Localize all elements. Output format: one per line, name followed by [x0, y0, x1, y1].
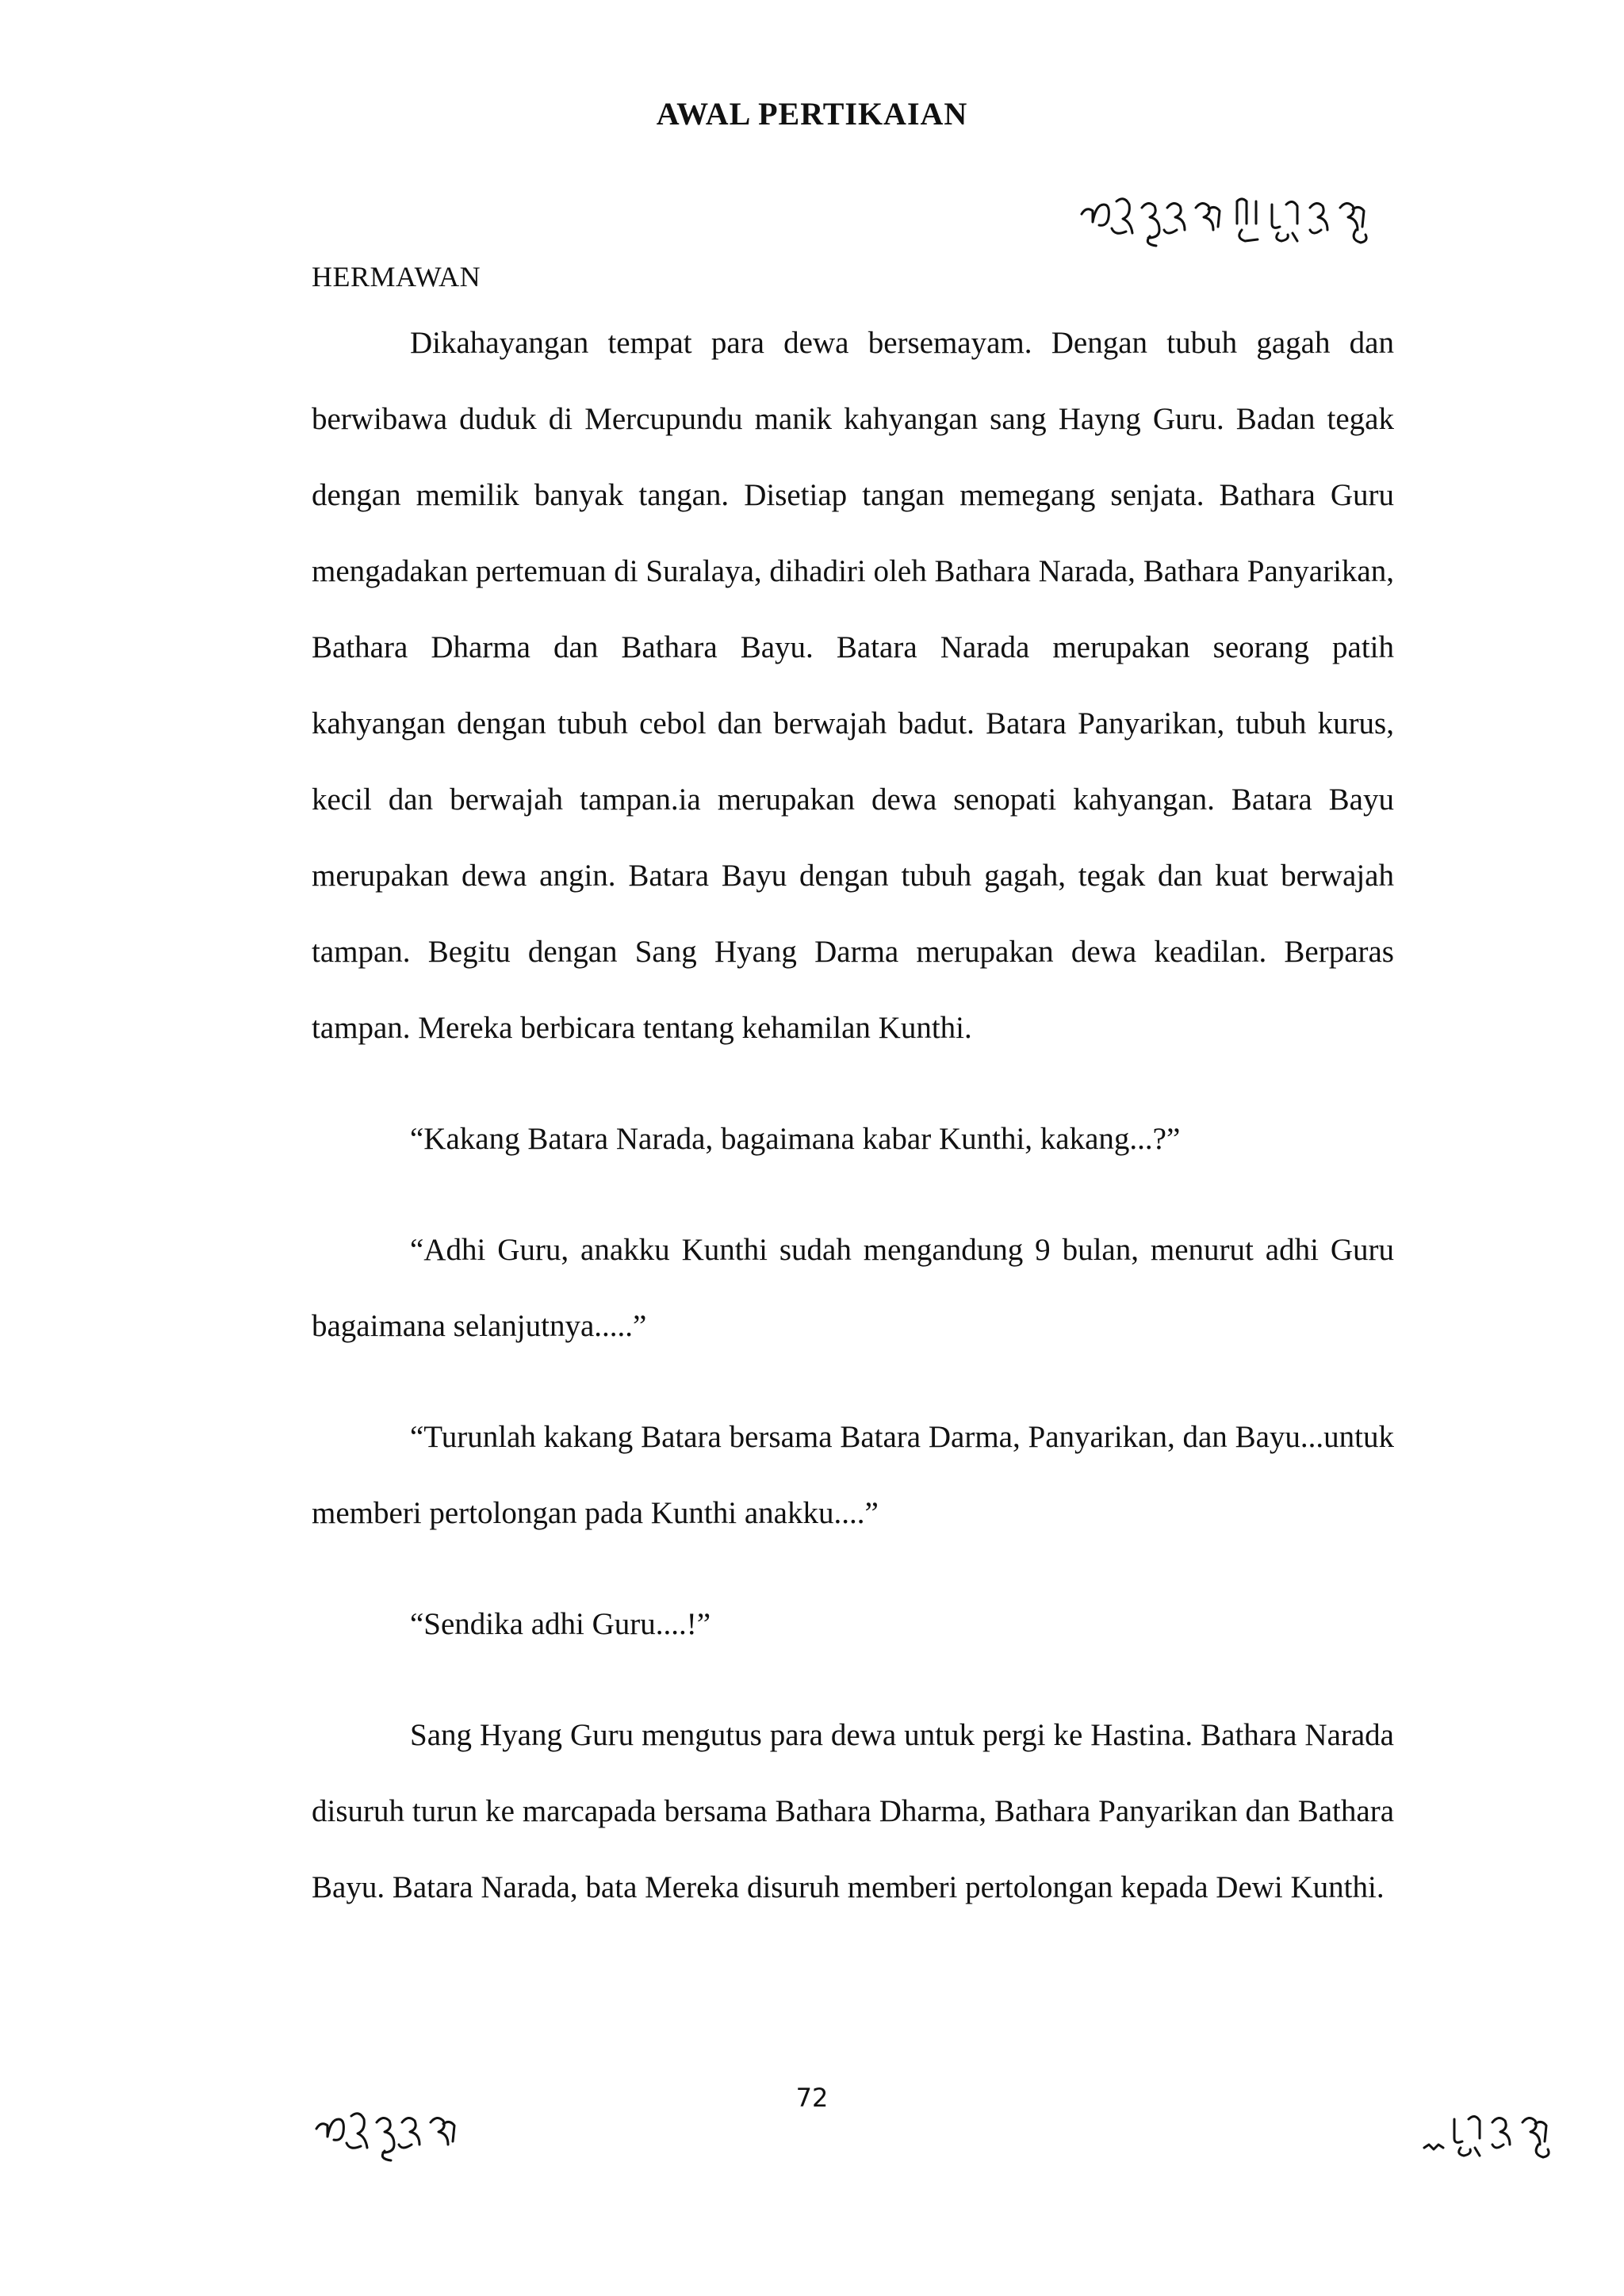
dialogue-line: “Kakang Batara Narada, bagaimana kabar Kunthi, kakang...?” — [410, 1122, 1181, 1156]
dialogue-line: “Sendika adhi Guru....!” — [410, 1607, 711, 1641]
narration-paragraph: Sang Hyang Guru mengutus para dewa untuk pergi ke Hastina. Bathara Narada disuruh turun ke marcapada bersama Bathara Dharma, Bathara Panyarikan dan Bathara Bayu. Batara Narada, bata Mereka disuruh memberi pertolongan kepada Dewi Kunthi. — [312, 1718, 1394, 1904]
javanese-script-header — [1078, 190, 1411, 254]
page-title: AWAL PERTIKAIAN — [656, 96, 968, 132]
narration-paragraph: Dikahayangan tempat para dewa bersemayam. Dengan tubuh gagah dan berwibawa duduk di Mercupundu manik kahyangan sang Hayng Guru. Badan tegak dengan memilik banyak tangan. Disetiap tangan memegang senjata. Bathara Guru mengadakan pertemuan di Suralaya, dihadiri oleh Bathara Narada, Bathara Panyarikan, Bathara Dharma dan Bathara Bayu. Batara Narada merupakan seorang patih kahyangan dengan tubuh cebol dan berwajah badut. Batara Panyarikan, tubuh kurus, kecil dan berwajah tampan.ia merupakan dewa senopati kahyangan. Batara Bayu merupakan dewa angin. Batara Bayu dengan tubuh gagah, tegak dan kuat berwajah tampan. Begitu dengan Sang Hyang Darma merupakan dewa keadilan. Berparas tampan. Mereka berbicara tentang kehamilan Kunthi. — [312, 326, 1394, 1045]
page-number: 72 — [795, 2083, 829, 2113]
dialogue-line: “Turunlah kakang Batara bersama Batara Darma, Panyarikan, dan Bayu...untuk memberi pertolongan pada Kunthi anakku....” — [312, 1420, 1394, 1530]
body-text — [312, 305, 1394, 1926]
dialogue-line: “Adhi Guru, anakku Kunthi sudah mengandung 9 bulan, menurut adhi Guru bagaimana selanjutnya.....” — [312, 1233, 1394, 1343]
javanese-script-footer-left — [313, 2105, 496, 2168]
speaker-label: HERMAWAN — [312, 261, 481, 293]
javanese-script-footer-right — [1419, 2105, 1570, 2168]
